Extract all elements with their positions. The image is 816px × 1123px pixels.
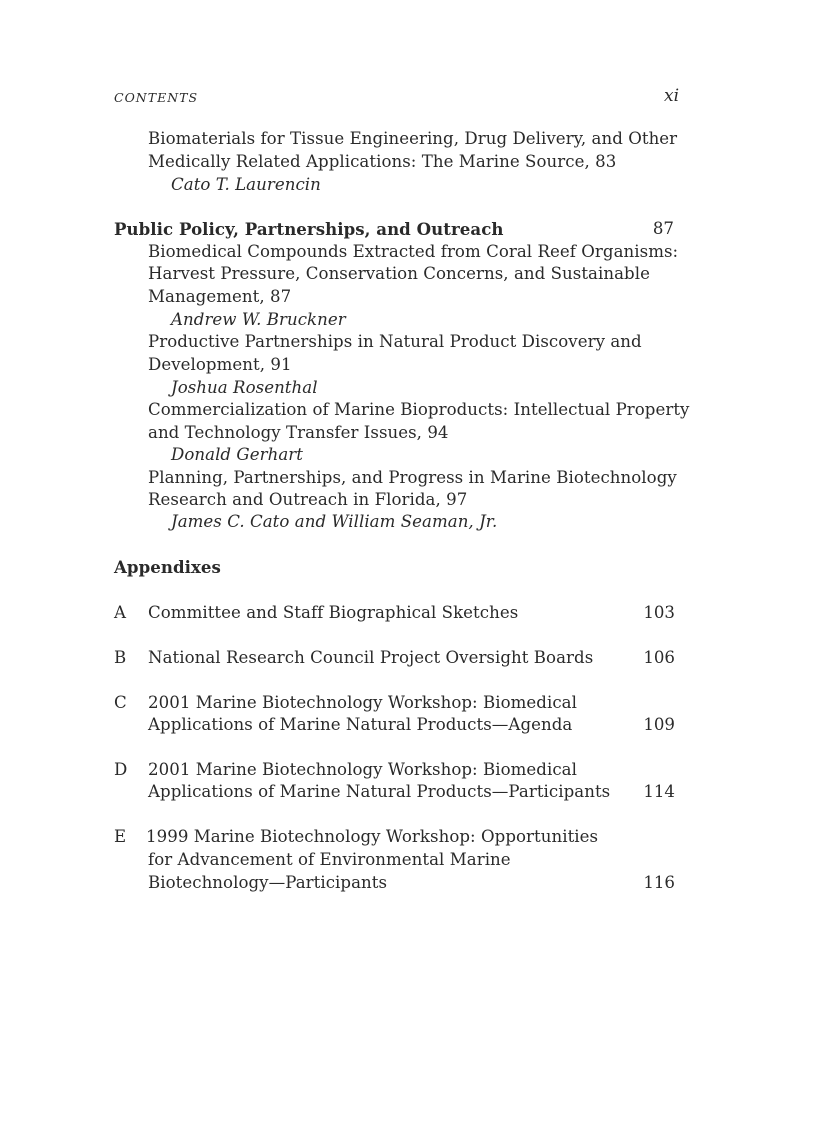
section-title: Appendixes [114, 557, 221, 577]
entry-author: Donald Gerhart [171, 445, 303, 464]
entry-title-line: Harvest Pressure, Conservation Concerns, and Sustainable [148, 264, 650, 283]
appendix-title-line: 2001 Marine Biotechnology Workshop: Biomedical [148, 693, 577, 712]
appendix-letter: B [114, 648, 127, 667]
entry-title-line: Medically Related Applications: The Marine Source, 83 [148, 152, 617, 171]
entry-title-line: Biomedical Compounds Extracted from Coral Reef Organisms: [148, 242, 679, 261]
appendix-title-line: Committee and Staff Biographical Sketches [148, 603, 519, 622]
entry-author: Andrew W. Bruckner [171, 310, 346, 329]
entry-title-line: Planning, Partnerships, and Progress in Marine Biotechnology [148, 468, 677, 487]
section-title: Public Policy, Partnerships, and Outreach [114, 219, 504, 239]
appendix-title-line: for Advancement of Environmental Marine [148, 850, 511, 869]
entry-author: James C. Cato and William Seaman, Jr. [171, 512, 498, 531]
appendix-title-line: National Research Council Project Oversight Boards [148, 648, 594, 667]
entry-title-line: Productive Partnerships in Natural Product Discovery and [148, 332, 642, 351]
appendix-letter: C [114, 693, 127, 712]
appendix-title-line: Applications of Marine Natural Products—Participants [148, 782, 611, 801]
entry-title-line: Management, 87 [148, 287, 292, 306]
appendix-letter: D [114, 760, 128, 779]
entry-title-line: Biomaterials for Tissue Engineering, Drug Delivery, and Other [148, 129, 678, 148]
appendix-page-number: 116 [643, 873, 675, 892]
appendix-page-number: 106 [643, 648, 675, 667]
entry-author: Cato T. Laurencin [171, 175, 321, 194]
appendix-page-number: 114 [643, 782, 675, 801]
appendix-page-number: 109 [643, 715, 675, 734]
appendix-letter: A [114, 603, 126, 622]
entry-author: Joshua Rosenthal [171, 378, 318, 397]
entry-title-line: Development, 91 [148, 355, 292, 374]
appendix-letter: E [114, 827, 127, 846]
appendix-title-line: Applications of Marine Natural Products—Agenda [148, 715, 573, 734]
appendix-title-line: Biotechnology—Participants [148, 873, 388, 892]
section-page-number: 87 [652, 219, 674, 238]
appendix-title-line: 1999 Marine Biotechnology Workshop: Opportunities [146, 827, 599, 846]
appendix-title-line: 2001 Marine Biotechnology Workshop: Biomedical [148, 760, 577, 779]
page-number: xi [664, 86, 680, 106]
entry-title-line: and Technology Transfer Issues, 94 [148, 423, 449, 442]
running-header-section: CONTENTS [114, 90, 199, 105]
appendix-page-number: 103 [643, 603, 675, 622]
entry-title-line: Commercialization of Marine Bioproducts: Intellectual Property [148, 400, 690, 419]
entry-title-line: Research and Outreach in Florida, 97 [148, 490, 468, 509]
